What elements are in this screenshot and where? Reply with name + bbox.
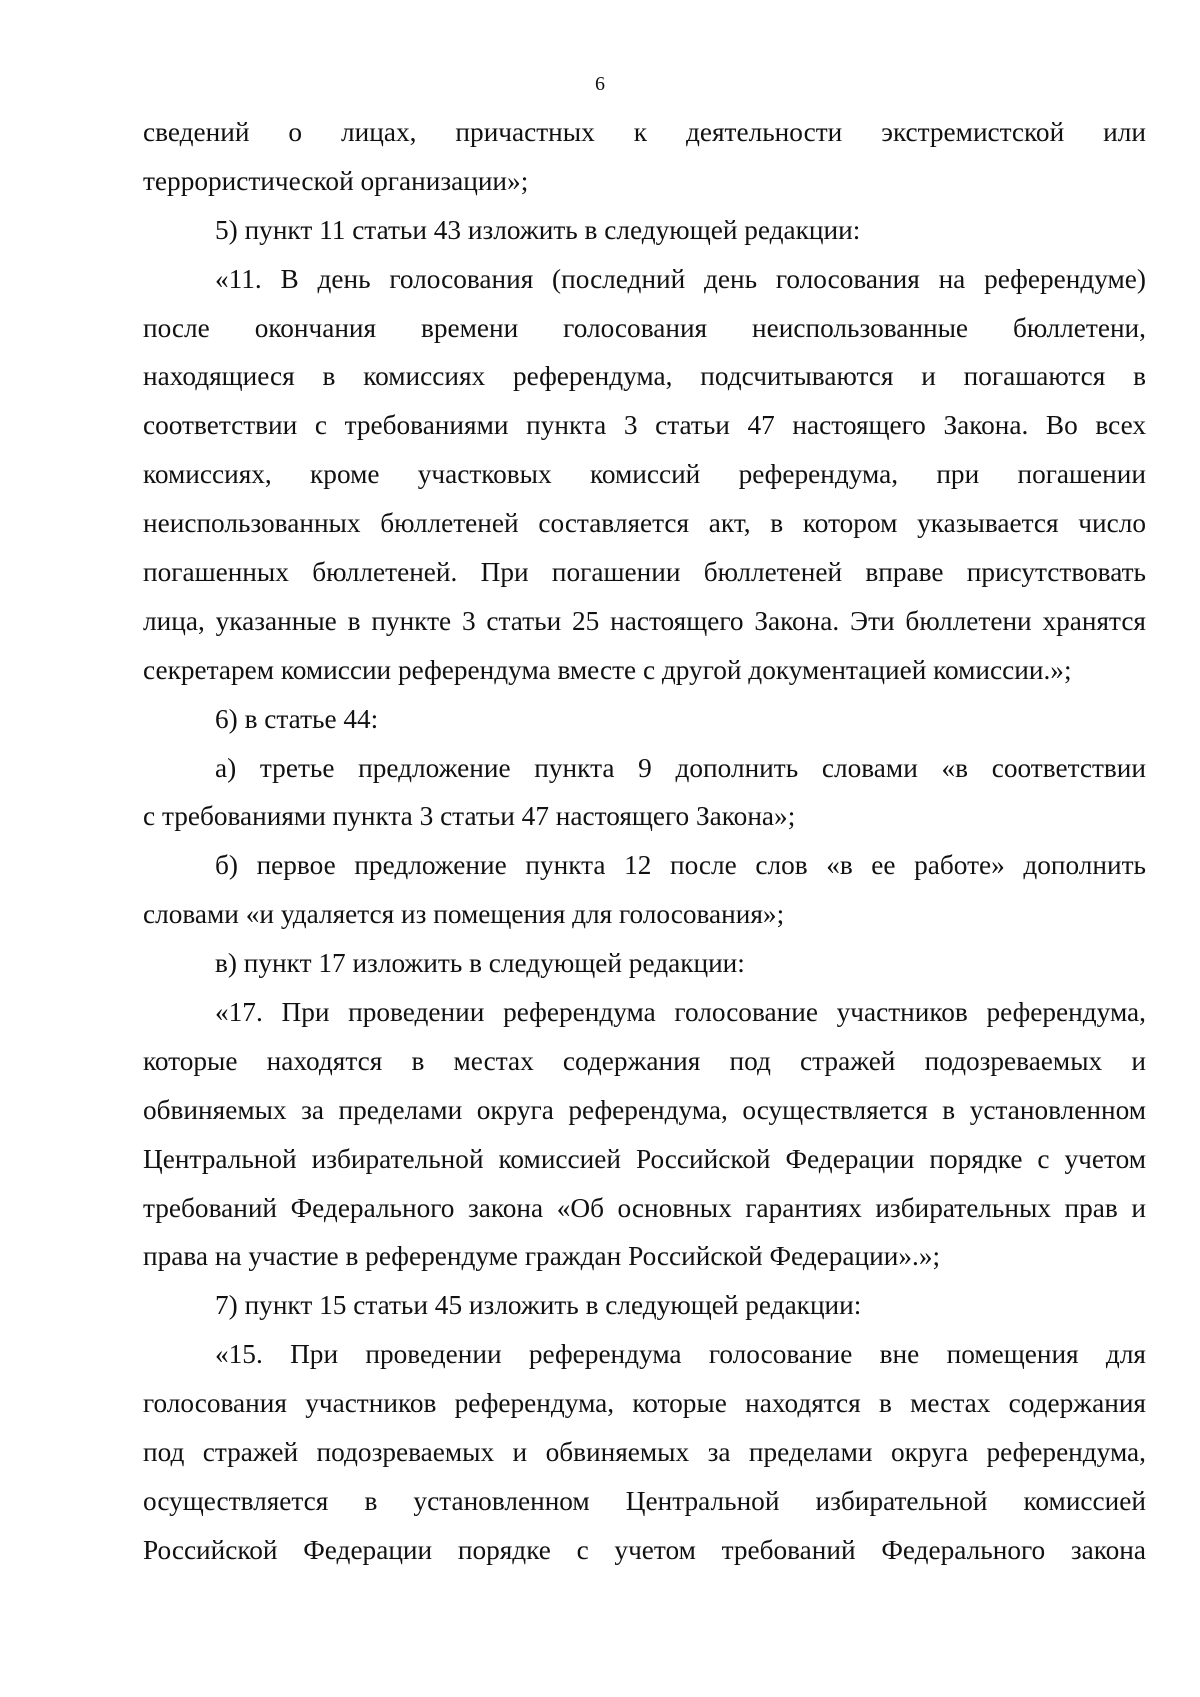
text-line-2: террористической организации»;: [143, 165, 529, 196]
text-line-12: секретарем комиссии референдума вместе с другой документацией комиссии.»;: [143, 654, 1072, 685]
text-line-13: 6) в статье 44:: [215, 703, 379, 734]
text-line-15: с требованиями пункта 3 статьи 47 настоящего Закона»;: [143, 801, 796, 832]
text-line-10: погашенных бюллетеней. При погашении бюллетеней вправе присутствовать: [143, 557, 1146, 588]
text-line-17: словами «и удаляется из помещения для голосования»;: [143, 899, 785, 930]
text-line-4: «11. В день голосования (последний день голосования на референдуме): [215, 263, 1146, 294]
text-line-5: после окончания времени голосования неиспользованные бюллетени,: [143, 312, 1146, 343]
text-line-30: Российской Федерации порядке с учетом требований Федерального закона: [143, 1534, 1146, 1565]
text-line-23: требований Федерального закона «Об основных гарантиях избирательных прав и: [143, 1192, 1146, 1223]
text-line-27: голосования участников референдума, которые находятся в местах содержания: [143, 1388, 1146, 1419]
text-line-16: б) первое предложение пункта 12 после слов «в ее работе» дополнить: [215, 850, 1146, 881]
text-line-7: соответствии с требованиями пункта 3 статьи 47 настоящего Закона. Во всех: [143, 410, 1146, 441]
text-line-29: осуществляется в установленном Центральной избирательной комиссией: [143, 1485, 1146, 1516]
text-line-6: находящиеся в комиссиях референдума, подсчитываются и погашаются в: [143, 361, 1146, 392]
text-line-19: «17. При проведении референдума голосование участников референдума,: [215, 997, 1146, 1028]
text-line-14: а) третье предложение пункта 9 дополнить словами «в соответствии: [215, 752, 1146, 783]
text-line-22: Центральной избирательной комиссией Российской Федерации порядке с учетом: [143, 1143, 1146, 1174]
text-line-3: 5) пункт 11 статьи 43 изложить в следующей редакции:: [215, 214, 861, 245]
text-line-25: 7) пункт 15 статьи 45 изложить в следующей редакции:: [215, 1290, 862, 1321]
text-line-26: «15. При проведении референдума голосование вне помещения для: [215, 1339, 1146, 1370]
text-line-24: права на участие в референдуме граждан Российской Федерации».»;: [143, 1241, 941, 1272]
text-line-28: под стражей подозреваемых и обвиняемых за пределами округа референдума,: [143, 1437, 1146, 1468]
text-line-9: неиспользованных бюллетеней составляется акт, в котором указывается число: [143, 508, 1146, 539]
text-line-1: сведений о лицах, причастных к деятельности экстремистской или: [143, 117, 1146, 147]
text-line-21: обвиняемых за пределами округа референдума, осуществляется в установленном: [143, 1094, 1146, 1125]
document-body: [143, 108, 1146, 1575]
text-line-18: в) пункт 17 изложить в следующей редакции:: [215, 948, 745, 979]
text-line-8: комиссиях, кроме участковых комиссий референдума, при погашении: [143, 459, 1146, 490]
page-number: 6: [595, 73, 605, 95]
text-line-11: лица, указанные в пункте 3 статьи 25 настоящего Закона. Эти бюллетени хранятся: [143, 605, 1146, 636]
text-line-20: которые находятся в местах содержания под стражей подозреваемых и: [143, 1045, 1146, 1076]
